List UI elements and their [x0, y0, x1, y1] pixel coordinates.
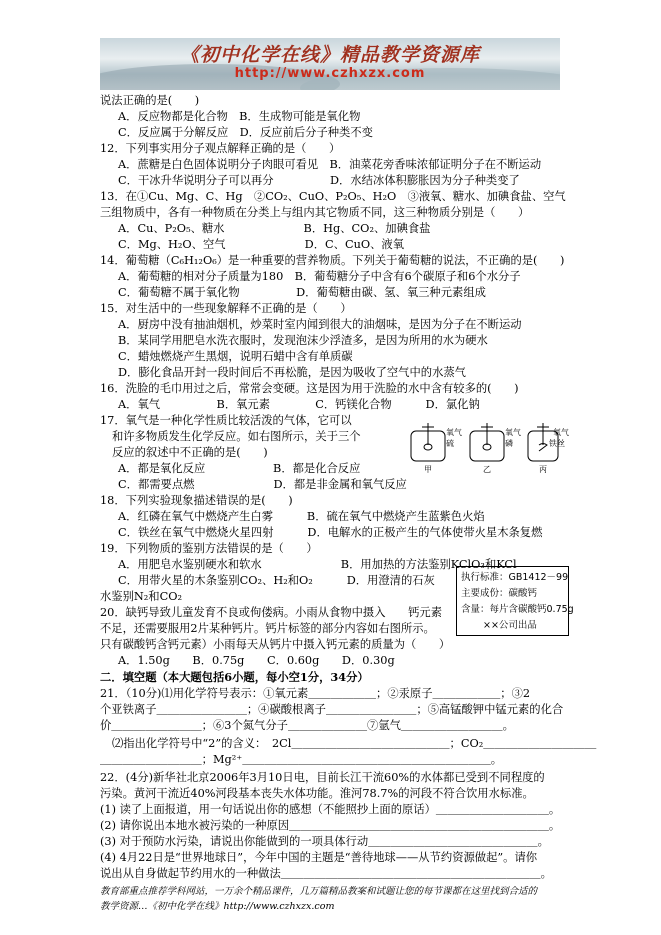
text-line: (4) 4月22日是“世界地球日”，今年中国的主题是“善待地球——从节约资源做起”。请你 [100, 851, 538, 864]
text-line: 12．下列事实用分子观点解释正确的是（ ） [100, 142, 341, 155]
text-line: 只有碳酸钙含钙元素）小雨每天从钙片中摄入钙元素的质量为（ ） [100, 638, 451, 651]
text-line: 18．下列实验现象描述错误的是( ) [100, 494, 293, 507]
text-line: ⑵指出化学符号中“2”的含义： 2Cl＿＿＿＿＿＿＿＿＿＿＿＿＿＿；CO₂＿＿＿＿＿＿＿＿＿＿ [112, 737, 597, 750]
label-maker: ××公司出品 [483, 620, 537, 631]
jar1-label-substance: 硫 [446, 439, 454, 448]
footer-line-1: 教育部重点推荐学科网站，一万余个精品课件，几万篇精品教案和试题让您的每节课都在这里找到合适的 [100, 886, 538, 897]
calcium-tablet-label [456, 566, 574, 636]
footer-line-2: 教学资源…《初中化学在线》http://www.czhxzx.com [100, 901, 335, 912]
text-line: A．厨房中没有抽油烟机，炒菜时室内闻到很大的油烟味，是因为分子在不断运动 [118, 318, 522, 331]
text-line: 13．在①Cu、Mg、C、Hg ②CO₂、CuO、P₂O₅、H₂O ③液氧、糖水、加碘食盐、空气 [100, 190, 566, 203]
jar2-caption: 乙 [483, 465, 491, 473]
text-line: D．膨化食品开封一段时间后不再松脆，是因为吸收了空气中的水蒸气 [118, 366, 466, 379]
text-line: C．蜡烛燃烧产生黑烟，说明石蜡中含有单质碳 [118, 350, 353, 363]
text-line: 不足，还需要服用2片某种钙片。钙片标签的部分内容如右图所示。 [100, 622, 435, 635]
text-line: (3) 对于预防水污染，请说出你能做到的一项具体行动＿＿＿＿＿＿＿＿＿＿＿＿＿＿＿。 [100, 835, 549, 848]
text-line: 20．缺钙导致儿童发育不良或佝偻病。小雨从食物中摄入 钙元素 [100, 606, 442, 619]
text-line: A．都是氧化反应 B．都是化合反应 [118, 462, 361, 475]
text-line: A．蔗糖是白色固体说明分子肉眼可看见 B．油菜花旁香味浓郁证明分子在不断运动 [118, 158, 542, 171]
text-line: C．反应属于分解反应 D．反应前后分子种类不变 [118, 126, 373, 139]
text-line: C．都需要点燃 D．都是非金属和氧气反应 [118, 478, 407, 491]
label-content: 含量：每片含碳酸钙0.75g [461, 604, 574, 615]
jar2-label-substance: 磷 [505, 439, 513, 448]
label-ingredient: 主要成份：碳酸钙 [461, 588, 538, 599]
text-line: 14．葡萄糖（C₆H₁₂O₆）是一种重要的营养物质。下列关于葡萄糖的说法，不正确的是( ) [100, 254, 565, 267]
text-line: 二．填空题（本大题包括6小题，每小空1分，34分） [100, 670, 369, 684]
banner-title: 《初中化学在线》精品教学资源库 [179, 44, 480, 66]
text-line: (1) 读了上面报道，用一句话说出你的感想（不能照抄上面的原话）＿＿＿＿＿＿＿＿＿＿。 [100, 803, 561, 816]
jar3-label-substance: 铁丝 [549, 439, 565, 448]
text-line: B．某同学用肥皂水洗衣服时，发现泡沫少浮渣多，是因为所用的水为硬水 [118, 334, 488, 347]
text-line: 和许多物质发生化学反应。如右图所示，关于三个 [112, 430, 361, 443]
jar3-caption: 丙 [539, 465, 547, 473]
jar1-label-gas: 氧气 [446, 428, 462, 437]
jar1-caption: 甲 [424, 465, 432, 473]
text-line: 21．（10分)⑴用化学符号表示：①氧元素＿＿＿＿＿＿；②汞原子＿＿＿＿＿＿；③2 [100, 687, 531, 700]
jar-yi [470, 423, 521, 473]
text-line: C．干冰升华说明分子可以再分 D．水结冰体积膨胀因为分子种类变了 [118, 174, 520, 187]
banner-url[interactable]: http://www.czhxzx.com [234, 66, 426, 81]
text-line: 反应的叙述中不正确的是( ) [112, 446, 268, 459]
jar2-label-gas: 氧气 [505, 428, 521, 437]
header-banner [100, 38, 560, 90]
text-line: A．反应物都是化合物 B．生成物可能是氧化物 [118, 110, 361, 123]
text-line: A．用肥皂水鉴别硬水和软水 B．用加热的方法鉴别KClO₃和KCl [118, 558, 517, 571]
text-line: C．葡萄糖不属于氧化物 D．葡萄糖由碳、氢、氧三种元素组成 [118, 286, 486, 299]
text-line: A．氧气 B．氧元素 C．钙镁化合物 D．氯化钠 [118, 398, 480, 411]
text-line: A．Cu、P₂O₅、糖水 B．Hg、CO₂、加碘食盐 [118, 222, 431, 235]
text-line: 水鉴别N₂和CO₂ [100, 590, 183, 603]
text-line: C．用带火星的木条鉴别CO₂、H₂和O₂ D．用澄清的石灰 [118, 574, 435, 587]
text-line: 22．(4分)新华社北京2006年3月10日电，目前长江干流60%的水体都已受到不同程度的 [100, 771, 545, 784]
text-line: 污染。黄河干流近40%河段基本丧失水体功能。淮河78.7%的河段不符合饮用水标准。 [100, 787, 534, 800]
jar3-label-gas: 氧气 [553, 428, 569, 437]
oxygen-jars-figure [408, 423, 573, 473]
text-line: A．葡萄糖的相对分子质量为180 B．葡萄糖分子中含有6个碳原子和6个水分子 [118, 270, 521, 283]
text-line: 价＿＿＿＿＿＿＿＿；⑥3个氮气分子＿＿＿＿＿＿＿⑦氩气＿＿＿＿＿＿＿＿＿。 [100, 719, 514, 732]
text-line: 三组物质中，各有一种物质在分类上与组内其它物质不同，这三种物质分别是（ ） [100, 206, 530, 219]
text-line: ＿＿＿＿＿＿＿＿＿；Mg²⁺＿＿＿＿＿＿＿＿＿＿＿＿＿＿＿＿＿＿＿＿＿＿。 [100, 753, 503, 766]
text-line: C．Mg、H₂O、空气 D．C、CuO、液氧 [118, 238, 405, 251]
text-line: 16．洗脸的毛巾用过之后，常常会变硬。这是因为用于洗脸的水中含有较多的( ) [100, 382, 519, 395]
text-line: 说出从自身做起节约用水的一种做法＿＿＿＿＿＿＿＿＿＿＿＿＿＿＿＿＿＿＿＿＿＿＿。 [100, 867, 552, 880]
text-line: 个亚铁离子＿＿＿＿＿＿＿＿；④碳酸根离子＿＿＿＿＿＿＿＿；⑤高锰酸钾中锰元素的化合 [100, 703, 564, 716]
jar-bing [528, 423, 569, 473]
label-standard: 执行标准：GB1412－99 [461, 572, 569, 583]
text-line: 17．氧气是一种化学性质比较活泼的气体，它可以 [100, 414, 352, 427]
jar-jia [411, 423, 462, 473]
text-line: 说法正确的是( ) [100, 94, 200, 107]
text-line: 15．对生活中的一些现象解释不正确的是（ ） [100, 302, 352, 315]
text-line: (2) 请你说出本地水被污染的一种原因＿＿＿＿＿＿＿＿＿＿＿＿＿＿＿＿＿＿＿＿＿＿＿。 [100, 819, 561, 832]
text-line: A．1.50g B．0.75g C．0.60g D．0.30g [118, 654, 395, 667]
text-line: A．红磷在氧气中燃烧产生白雾 B．硫在氧气中燃烧产生蓝紫色火焰 [118, 510, 485, 523]
text-line: C．铁丝在氧气中燃烧火星四射 D．电解水的正极产生的气体使带火星木条复燃 [118, 526, 543, 539]
text-line: 19．下列物质的鉴别方法错误的是（ ） [100, 542, 318, 555]
